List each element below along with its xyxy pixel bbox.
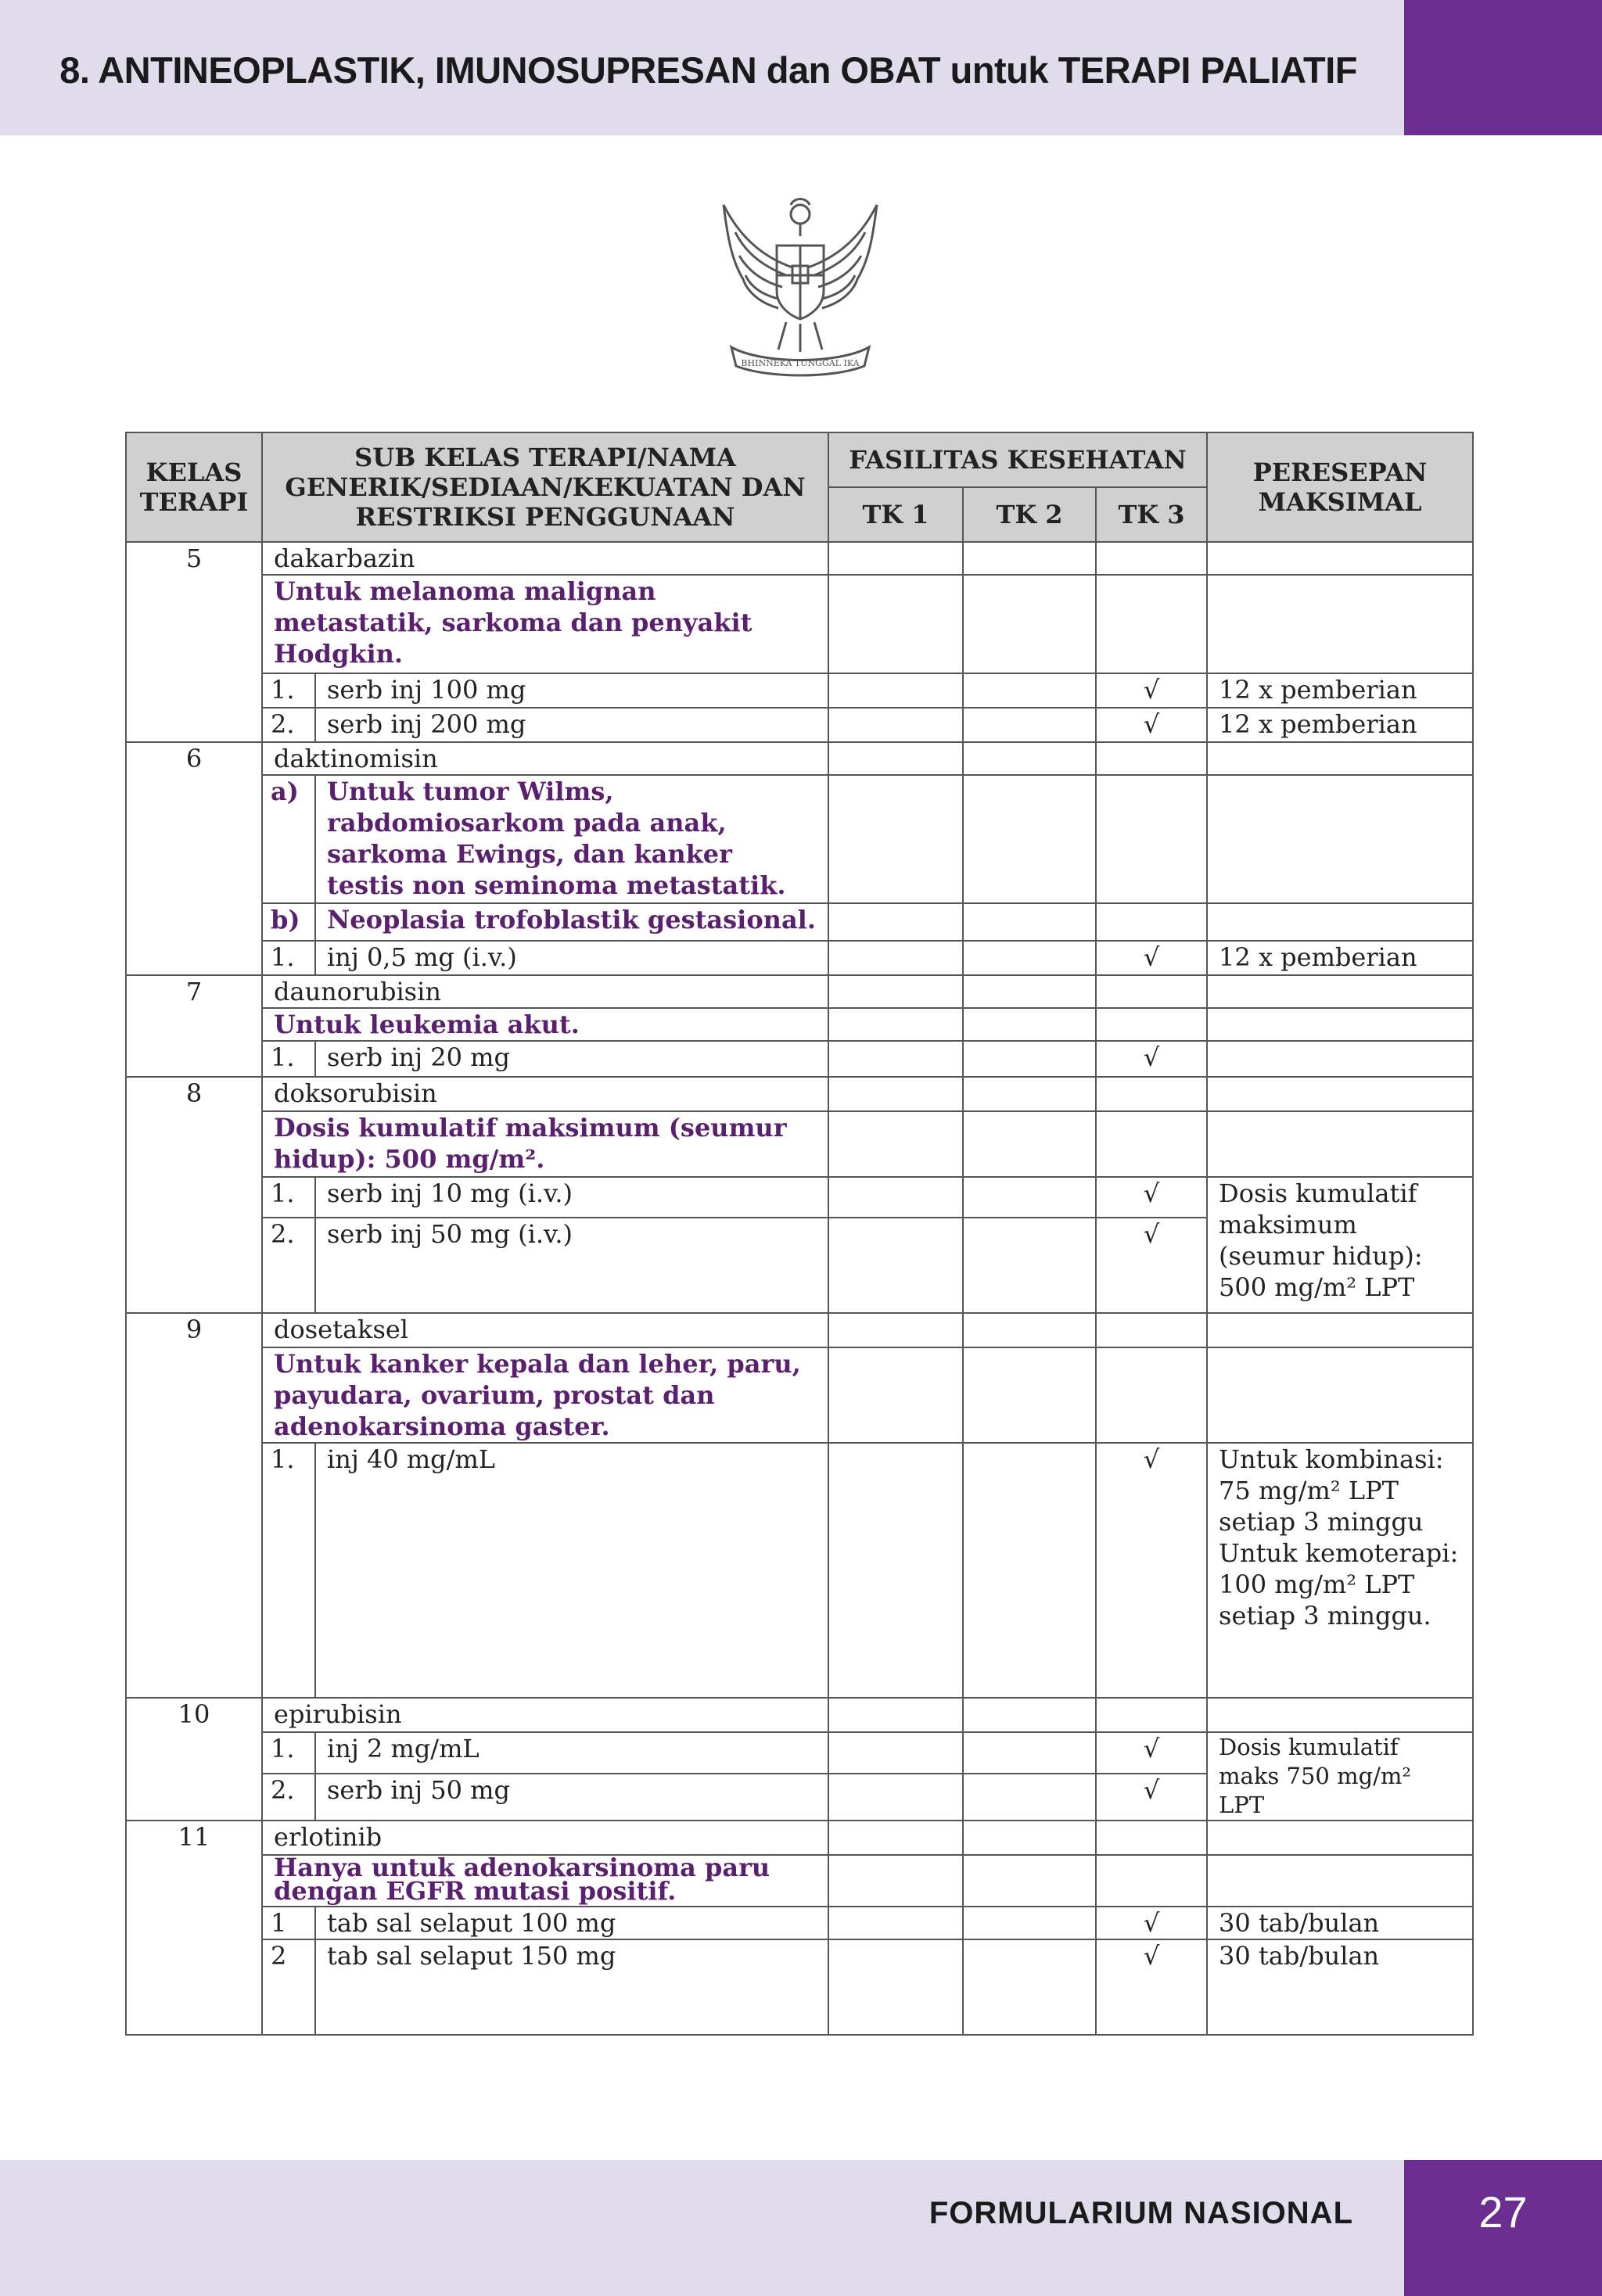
table-row <box>126 1698 1473 1732</box>
check-mark: √ <box>1096 1732 1207 1774</box>
kelas-number: 11 <box>126 1821 262 2035</box>
item-text: inj 40 mg/mL <box>315 1443 828 1698</box>
header-fasilitas: FASILITAS KESEHATAN <box>828 432 1207 487</box>
item-text: inj 2 mg/mL <box>315 1732 828 1774</box>
item-text: inj 0,5 mg (i.v.) <box>315 941 828 975</box>
table-row <box>126 1939 1473 2035</box>
item-number: 1 <box>262 1907 315 1939</box>
restriction-text: Neoplasia trofoblastik gestasional. <box>315 903 828 941</box>
kelas-number: 9 <box>126 1313 262 1698</box>
table-row <box>126 1008 1473 1041</box>
footer-title: FORMULARIUM NASIONAL <box>929 2196 1353 2230</box>
table-row <box>126 903 1473 941</box>
drug-name: doksorubisin <box>262 1077 828 1111</box>
header-tk3: TK 3 <box>1096 487 1207 542</box>
drug-name: dosetaksel <box>262 1313 828 1347</box>
prescription-max <box>1207 1041 1473 1077</box>
table-row <box>126 708 1473 742</box>
prescription-max: Dosis kumulatif maks 750 mg/m² LPT <box>1207 1732 1473 1821</box>
item-text: serb inj 50 mg <box>315 1774 828 1821</box>
garuda-emblem-icon <box>700 174 900 383</box>
item-number: 1. <box>262 673 315 708</box>
item-number: 1. <box>262 1732 315 1774</box>
check-mark: √ <box>1096 1443 1207 1698</box>
table-row <box>126 1177 1473 1218</box>
page-title: 8. ANTINEOPLASTIK, IMUNOSUPRESAN dan OBAT untuk TERAPI PALIATIF <box>59 49 1357 91</box>
drug-name: daktinomisin <box>262 742 828 775</box>
formulary-table-wrap <box>125 432 1472 2036</box>
table-row <box>126 941 1473 975</box>
check-mark: √ <box>1096 1774 1207 1821</box>
prescription-max: Untuk kombinasi: 75 mg/m² LPT setiap 3 minggu Untuk kemoterapi: 100 mg/m² LPT setiap 3 minggu. <box>1207 1443 1473 1698</box>
drug-name: daunorubisin <box>262 975 828 1008</box>
check-mark: √ <box>1096 941 1207 975</box>
item-number: 1. <box>262 1041 315 1077</box>
item-text: serb inj 20 mg <box>315 1041 828 1077</box>
kelas-number: 7 <box>126 975 262 1077</box>
table-row <box>126 1443 1473 1698</box>
header-accent <box>1404 0 1602 135</box>
restriction-letter: b) <box>262 903 315 941</box>
drug-name: dakarbazin <box>262 542 828 575</box>
item-text: serb inj 200 mg <box>315 708 828 742</box>
table-row <box>126 1907 1473 1939</box>
item-number: 2 <box>262 1939 315 2035</box>
kelas-number: 6 <box>126 742 262 975</box>
check-mark: √ <box>1096 1939 1207 2035</box>
table-row <box>126 1313 1473 1347</box>
table-row <box>126 742 1473 775</box>
table-row <box>126 1111 1473 1177</box>
restriction-text: Untuk tumor Wilms, rabdomiosarkom pada anak, sarkoma Ewings, dan kanker testis non seminoma metastatik. <box>315 775 828 903</box>
check-mark: √ <box>1096 1177 1207 1218</box>
svg-text:BHINNEKA TUNGGAL IKA: BHINNEKA TUNGGAL IKA <box>741 358 860 368</box>
header-tk2: TK 2 <box>963 487 1096 542</box>
table-row <box>126 1855 1473 1907</box>
check-mark: √ <box>1096 708 1207 742</box>
formulary-table <box>125 432 1474 2036</box>
table-row <box>126 542 1473 575</box>
prescription-max: 12 x pemberian <box>1207 941 1473 975</box>
header-sub-kelas: SUB KELAS TERAPI/NAMA GENERIK/SEDIAAN/KEKUATAN DAN RESTRIKSI PENGGUNAAN <box>262 432 828 542</box>
prescription-max: 12 x pemberian <box>1207 673 1473 708</box>
table-row <box>126 1077 1473 1111</box>
header-peresepan: PERESEPAN MAKSIMAL <box>1207 432 1473 542</box>
item-number: 2. <box>262 1774 315 1821</box>
drug-name: epirubisin <box>262 1698 828 1732</box>
item-text: tab sal selaput 100 mg <box>315 1907 828 1939</box>
kelas-number: 5 <box>126 542 262 742</box>
table-row <box>126 775 1473 903</box>
table-row <box>126 1821 1473 1855</box>
header-kelas-terapi: KELAS TERAPI <box>126 432 262 542</box>
prescription-max: 30 tab/bulan <box>1207 1939 1473 2035</box>
table-row <box>126 1732 1473 1774</box>
table-row <box>126 1041 1473 1077</box>
restriction-text: Hanya untuk adenokarsinoma paru dengan EGFR mutasi positif. <box>262 1855 828 1907</box>
prescription-max: 12 x pemberian <box>1207 708 1473 742</box>
restriction-text: Untuk melanoma malignan metastatik, sarkoma dan penyakit Hodgkin. <box>262 575 828 673</box>
item-number: 1. <box>262 1177 315 1218</box>
item-text: tab sal selaput 150 mg <box>315 1939 828 2035</box>
page-number: 27 <box>1478 2187 1528 2237</box>
table-row <box>126 575 1473 673</box>
table-row <box>126 1347 1473 1443</box>
prescription-max: 30 tab/bulan <box>1207 1907 1473 1939</box>
table-row <box>126 975 1473 1008</box>
header-tk1: TK 1 <box>828 487 963 542</box>
drug-name: erlotinib <box>262 1821 828 1855</box>
item-number: 1. <box>262 941 315 975</box>
table-row <box>126 673 1473 708</box>
item-text: serb inj 10 mg (i.v.) <box>315 1177 828 1218</box>
check-mark: √ <box>1096 1218 1207 1313</box>
check-mark: √ <box>1096 1041 1207 1077</box>
item-text: serb inj 100 mg <box>315 673 828 708</box>
kelas-number: 10 <box>126 1698 262 1821</box>
check-mark: √ <box>1096 673 1207 708</box>
restriction-text: Dosis kumulatif maksimum (seumur hidup): 500 mg/m². <box>262 1111 828 1177</box>
item-number: 2. <box>262 708 315 742</box>
item-number: 1. <box>262 1443 315 1698</box>
restriction-letter: a) <box>262 775 315 903</box>
check-mark: √ <box>1096 1907 1207 1939</box>
item-number: 2. <box>262 1218 315 1313</box>
restriction-text: Untuk kanker kepala dan leher, paru, payudara, ovarium, prostat dan adenokarsinoma gaster. <box>262 1347 828 1443</box>
restriction-text: Untuk leukemia akut. <box>262 1008 828 1041</box>
kelas-number: 8 <box>126 1077 262 1313</box>
prescription-max: Dosis kumulatif maksimum (seumur hidup): 500 mg/m² LPT <box>1207 1177 1473 1313</box>
item-text: serb inj 50 mg (i.v.) <box>315 1218 828 1313</box>
